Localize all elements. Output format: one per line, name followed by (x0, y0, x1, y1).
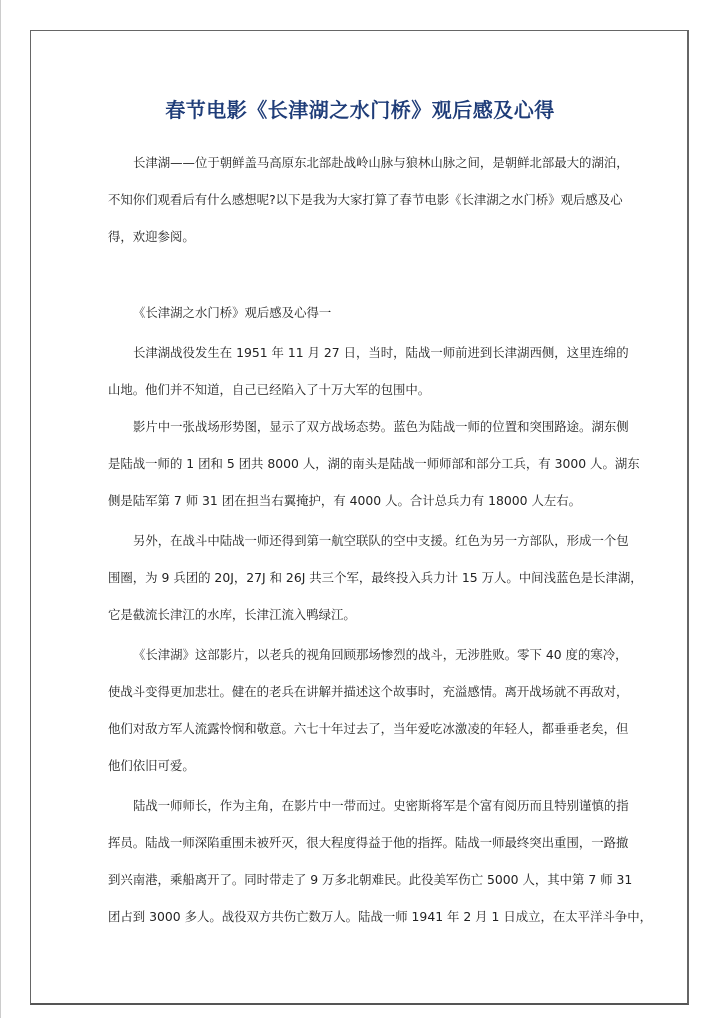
paragraph-line: 山地。他们并不知道，自己已经陷入了十万大军的包围中。 (108, 382, 431, 397)
paragraph-line: 他们依旧可爱。 (108, 758, 195, 773)
paragraph-line: 另外，在战斗中陆战一师还得到第一航空联队的空中支援。红色为另一方部队，形成一个包 (133, 533, 629, 548)
paragraph-line: 不知你们观看后有什么感想呢?以下是我为大家打算了春节电影《长津湖之水门桥》观后感及心 (108, 192, 623, 207)
paragraph-line: 长津湖——位于朝鲜盖马高原东北部赴战岭山脉与狼林山脉之间，是朝鲜北部最大的湖泊， (133, 155, 629, 170)
paragraph-line: 陆战一师师长，作为主角，在影片中一带而过。史密斯将军是个富有阅历而且特别谨慎的指 (133, 798, 629, 813)
paragraph-line: 使战斗变得更加悲壮。健在的老兵在讲解并描述这个故事时，充溢感情。离开战场就不再敌对， (108, 684, 629, 699)
viewer-edge (0, 0, 1, 1018)
paragraph-line: 长津湖战役发生在 1951 年 11 月 27 日，当时，陆战一师前进到长津湖西侧，这里连绵的 (133, 345, 629, 360)
paragraph-line: 团占到 3000 多人。战役双方共伤亡数万人。陆战一师 1941 年 2 月 1 日成立，在太平洋斗争中， (108, 909, 653, 924)
paragraph-line: 到兴南港，乘船离开了。同时带走了 9 万多北朝难民。此役美军伤亡 5000 人，其中第 7 师 31 (108, 872, 633, 887)
paragraph-line: 《长津湖》这部影片，以老兵的视角回顾那场惨烈的战斗，无涉胜败。零下 40 度的寒冷， (133, 647, 628, 662)
paragraph-line: 挥员。陆战一师深陷重围未被歼灭，很大程度得益于他的指挥。陆战一师最终突出重围，一路撤 (108, 835, 629, 850)
paragraph-line: 得，欢迎参阅。 (108, 229, 195, 244)
document-title: 春节电影《长津湖之水门桥》观后感及心得 (165, 98, 555, 122)
document-page (30, 30, 689, 1005)
paragraph-line: 它是截流长津江的水库，长津江流入鸭绿江。 (108, 607, 356, 622)
paragraph-line: 他们对敌方军人流露怜悯和敬意。六七十年过去了，当年爱吃冰激凌的年轻人，都垂垂老矣，但 (108, 721, 629, 736)
section-heading: 《长津湖之水门桥》观后感及心得一 (133, 305, 332, 320)
paragraph-line: 影片中一张战场形势图，显示了双方战场态势。蓝色为陆战一师的位置和突围路途。湖东侧 (133, 419, 629, 434)
paragraph-line: 是陆战一师的 1 团和 5 团共 8000 人，湖的南头是陆战一师师部和部分工兵，有 3000 人。湖东 (108, 456, 640, 471)
paragraph-line: 侧是陆军第 7 师 31 团在担当右翼掩护，有 4000 人。合计总兵力有 18000 人左右。 (108, 493, 582, 508)
paragraph-line: 围圈，为 9 兵团的 20J，27J 和 26J 共三个军，最终投入兵力计 15 万人。中间浅蓝色是长津湖， (108, 570, 643, 585)
